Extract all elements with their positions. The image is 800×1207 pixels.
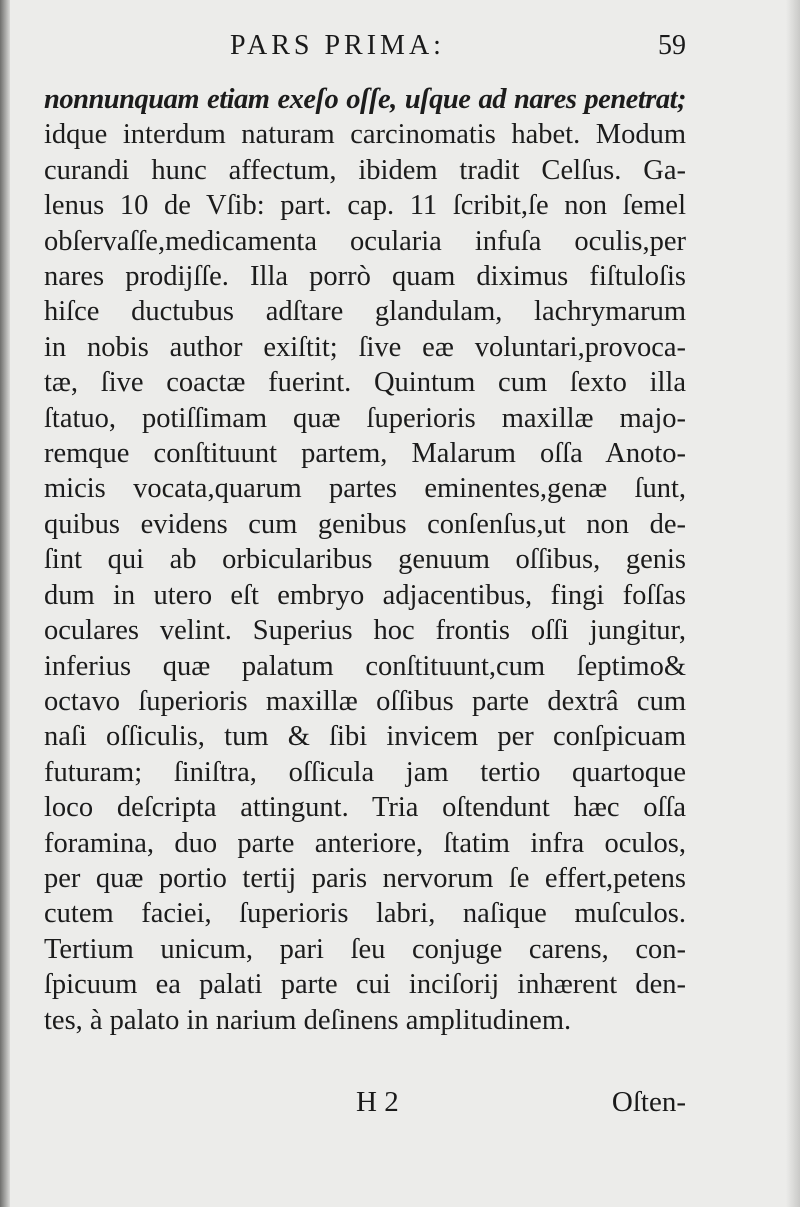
text-line: tæ, ſive coactæ fuerint. Quintum cum ſexto illa <box>44 367 686 399</box>
text-line: nonnunquam etiam exeſo oſſe, uſque ad nares penetrat; <box>44 84 686 115</box>
page-header <box>44 30 686 70</box>
page-number: 59 <box>658 30 686 61</box>
text-line: per quæ portio tertij paris nervorum ſe effert,petens <box>44 862 686 894</box>
text-line: tes, à palato in narium deſinens amplitudinem. <box>44 1004 572 1036</box>
text-line: foramina, duo parte anteriore, ſtatim infra oculos, <box>44 827 686 859</box>
text-line: cutem faciei, ſuperioris labri, naſique muſculos. <box>44 898 686 930</box>
text-line: nares prodijſſe. Illa porrò quam diximus fiſtuloſis <box>44 261 686 293</box>
text-line: obſervaſſe,medicamenta ocularia infuſa oculis,per <box>44 225 686 257</box>
text-line: in nobis author exiſtit; ſive eæ voluntari,provoca- <box>44 331 686 363</box>
text-line: oculares velint. Superius hoc frontis oſſi jungitur, <box>44 615 686 647</box>
text-line: Tertium unicum, pari ſeu conjuge carens, con- <box>44 933 686 965</box>
text-line: quibus evidens cum genibus conſenſus,ut non de- <box>44 508 686 540</box>
text-line: ſtatuo, potiſſimam quæ ſuperioris maxillæ majo- <box>44 402 686 434</box>
catchword: Oſten- <box>611 1086 686 1118</box>
text-line: inferius quæ palatum conſtituunt,cum ſeptimo& <box>44 650 686 682</box>
text-line: dum in utero eſt embryo adjacentibus, fingi foſſas <box>44 579 686 611</box>
page-edge-shadow <box>786 0 800 1207</box>
text-line: idque interdum naturam carcinomatis habet. Modum <box>44 119 686 151</box>
page-footer <box>44 1086 686 1126</box>
text-line: remque conſtituunt partem, Malarum oſſa Anoto- <box>44 438 686 470</box>
text-line: futuram; ſiniſtra, oſſicula jam tertio quartoque <box>44 756 686 788</box>
signature-mark: H 2 <box>356 1086 399 1118</box>
binding-gutter-shadow <box>0 0 10 1207</box>
body-text <box>44 82 686 1038</box>
text-line: ſpicuum ea palati parte cui inciſorij inhærent den- <box>44 969 686 1001</box>
running-head: PARS PRIMA: <box>230 30 445 61</box>
text-line: hiſce ductubus adſtare glandulam, lachrymarum <box>44 296 686 328</box>
text-line: loco deſcripta attingunt. Tria oſtendunt hæc oſſa <box>44 792 686 824</box>
text-line: octavo ſuperioris maxillæ oſſibus parte dextrâ cum <box>44 685 686 717</box>
text-line: curandi hunc affectum, ibidem tradit Celſus. Ga- <box>44 154 686 186</box>
text-line: lenus 10 de Vſib: part. cap. 11 ſcribit,ſe non ſemel <box>44 190 686 222</box>
text-line: naſi oſſiculis, tum & ſibi invicem per conſpicuam <box>44 721 686 753</box>
text-line: ſint qui ab orbicularibus genuum oſſibus, genis <box>44 544 686 576</box>
text-line: micis vocata,quarum partes eminentes,genæ ſunt, <box>44 473 686 505</box>
